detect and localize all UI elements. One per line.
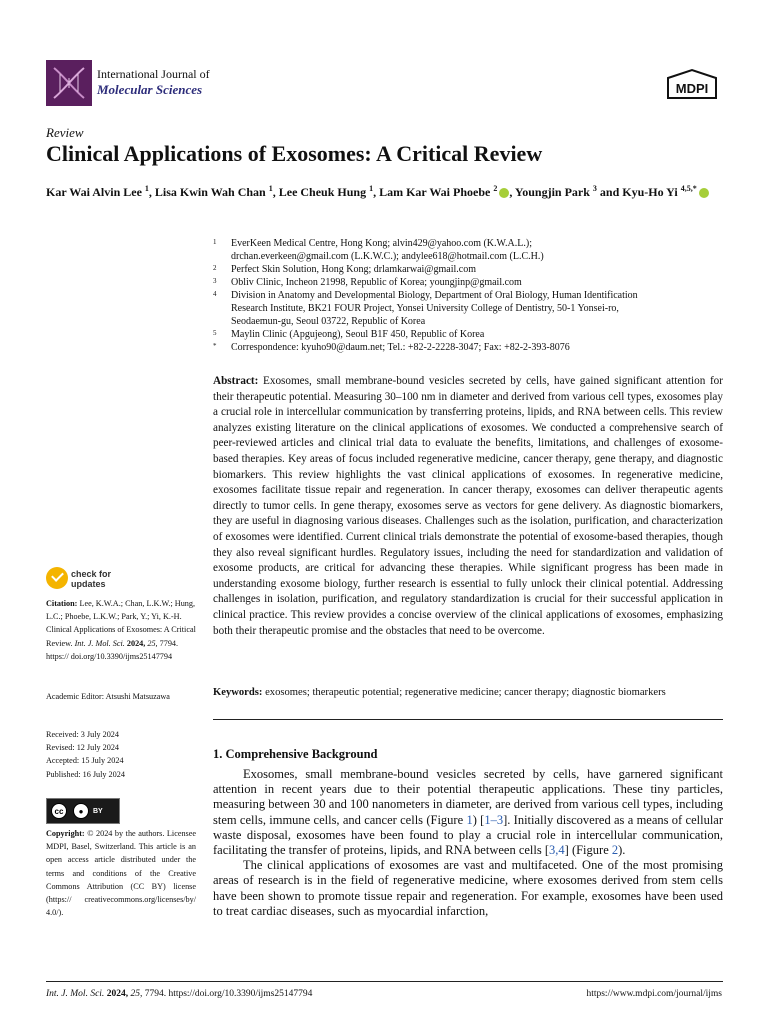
affiliations [213,237,723,354]
author-affiliation-mark: 2 [493,184,498,193]
author-affiliation-mark: 4,5,* [680,184,697,193]
affiliation-item [213,328,723,341]
copyright-label: Copyright: [46,829,85,838]
footer-divider [46,981,723,982]
author-joiner: and [596,185,623,199]
publisher-logo-icon [664,68,720,104]
article-title: Clinical Applications of Exosomes: A Critical Review [46,141,543,166]
author-list: Kar Wai Alvin Lee $^1$, Lisa Kwin Wah Chan $^1$, Lee Cheuk Hung $^1$, Lam Kar Wai Phoebe $^2$ , Youngjin Park $^3$ and Kyu-Ho Yi $^{4,5,*}$ [46,180,726,201]
copyright-block [46,827,196,919]
author-name[interactable]: Kar Wai Alvin Lee $^1$ [46,184,149,199]
cc-icon: cc [51,803,67,819]
citation-year: 2024, [126,638,146,648]
affiliation-text: Obliv Clinic, Incheon 21998, Republic of Korea; youngjinp@gmail.com [231,277,522,288]
affiliation-item [213,289,723,328]
footer-doi-link[interactable]: 7794. https://doi.org/10.3390/ijms25147794 [144,989,313,999]
author-name[interactable]: Lisa Kwin Wah Chan $^1$ [154,184,273,199]
affiliation-text: Maylin Clinic (Apgujeong), Seoul B1F 450, Republic of Korea [231,329,485,340]
footer-citation: Int. J. Mol. Sci. 2024, 25, 7794. https://doi.org/10.3390/ijms25147794 [46,989,313,999]
affiliation-number: * [213,342,217,350]
cc-by-license-icon[interactable] [46,798,120,824]
author-affiliation-mark: 1 [268,184,273,193]
affiliation-number: 1 [213,238,217,246]
citation-text: Lee, K.W.A.; Chan, L.K.W.; Hung, L.C.; Phoebe, L.K.W.; Park, Y.; Yi, K.-H. Clinical Applications of Exosomes: A Critical Review. [46,599,196,648]
affiliation-number: 4 [213,290,217,298]
academic-editor: Academic Editor: Atsushi Matsuzawa [46,692,170,701]
section-heading: 1. Comprehensive Background [213,747,378,761]
affiliation-number: 2 [213,264,217,272]
publisher-name: MDPI [675,81,709,96]
affiliation-text: Perfect Skin Solution, Hong Kong; drlamkarwai@gmail.com [231,264,477,275]
journal-url-link[interactable]: https://www.mdpi.com/journal/ijms [586,989,722,999]
paragraph-1: Exosomes, small membrane-bound vesicles secreted by cells, have garnered significant attention in recent years due to their potential therapeutic applications. These tiny particles, measuring between 30 and 100 nanometers in diameter, are derived from various cell types, including stem cells, immune cells, and cancer cells (Figure 1) [1–3]. Initially discovered as a means of cellular waste disposal, exosomes have been found to play a crucial role in intercellular communication, facilitating the transfer of proteins, lipids, and RNA between cells [3,4] (Figure 2). [213,767,724,858]
journal-name-line1: International Journal of [97,67,210,81]
updates-line2: updates [71,579,106,589]
keywords-label: Keywords: [213,687,263,698]
keywords [213,686,723,700]
author-name[interactable]: Youngjin Park $^3$ [514,184,597,199]
author-name[interactable]: Lam Kar Wai Phoebe $^2$ [379,184,498,199]
journal-name-line2: Molecular Sciences [97,82,203,97]
divider [213,719,723,720]
date-item: Revised: 12 July 2024 [46,743,120,753]
cc-by-label: BY [93,807,103,815]
figure-link[interactable]: 1 [466,812,473,827]
body-text [213,767,723,919]
checkmark-icon [46,567,68,589]
author-name[interactable]: Lee Cheuk Hung $^1$ [278,184,374,199]
updates-line1: check for [71,569,112,579]
affiliation-item [213,341,723,354]
check-for-updates-button[interactable] [46,567,176,593]
citation-label: Citation: [46,599,78,608]
person-icon: ● [73,803,89,819]
affiliation-number: 5 [213,329,217,337]
paragraph-2: The clinical applications of exosomes are vast and multifaceted. One of the most promising areas of research is in the field of regenerative medicine, where exosomes derived from stem cells have been shown to promote tissue repair and regeneration. For example, exosomes have been used to treat cardiac diseases, such as myocardial infarction, [213,858,723,918]
date-item: Received: 3 July 2024 [46,730,119,739]
affiliation-item [213,276,723,289]
figure-link[interactable]: 2 [611,843,619,858]
article-type: Review [46,125,84,140]
orcid-icon[interactable] [499,188,509,198]
abstract-label: Abstract: [213,375,259,387]
copyright-text: © 2024 by the authors. Licensee MDPI, Basel, Switzerland. This article is an open access article distributed under the terms and conditions of the Creative Commons Attribution (CC BY) license (https:// creativecommons.org/licenses/by/ 4.0/). [46,829,197,918]
citation-volume: 25, [147,638,158,648]
author-affiliation-mark: 1 [144,184,149,193]
article-dates [46,728,196,781]
abstract-text: Exosomes, small membrane-bound vesicles secreted by cells, have gained significant attention for their therapeutic potential. Measuring 30–100 nm in diameter and derived from various cell types, exosomes play a crucial role in intercellular communication by transferring proteins, lipids, and RNA between cells. This review analyzes existing literature on the clinical applications of exosomes. We conducted a comprehensive search of peer-reviewed articles and clinical trial data to evaluate the benefits, limitations, and challenges of exosome-based therapies. Key areas of focus included regenerative medicine, cancer therapy, gene therapy, and diagnostic biomarkers. This review highlights the vast clinical applications of exosomes. In regenerative medicine, exosomes facilitate tissue repair and regeneration. In cancer therapy, exosomes can deliver therapeutic agents directly to tumor cells. In gene therapy, exosomes serve as vectors for gene delivery. As diagnostic biomarkers, they are useful in diagnosing various diseases. Challenges such as the isolation, purification, and characterization of exosomes were identified. Current clinical trials demonstrate the potential of exosome-based therapies, though they also reveal significant hurdles. Regulatory issues, including the need for standardization and validation of exosome products, are critical for advancing these therapies. While significant progress has been made in understanding exosome biology, further research is essential to fully unlock their clinical potential. Addressing challenges in isolation, purification, and regulatory standardization is crucial for their successful application in clinical practice. This review provides a concise overview of the clinical applications of exosomes, emphasizing both their therapeutic promise and the obstacles that need to be overcome. [213,375,723,637]
journal-logo-icon [46,60,92,106]
citation-doi-link[interactable]: 7794. https:// doi.org/10.3390/ijms25147794 [46,638,179,661]
reference-link[interactable]: 3,4 [549,843,565,858]
affiliation-item [213,237,723,263]
author-name[interactable]: Kyu-Ho Yi $^{4,5,*}$ [622,184,697,199]
citation-journal: Int. J. Mol. Sci. [74,638,125,648]
date-item: Accepted: 15 July 2024 [46,756,124,766]
reference-link[interactable]: 1–3 [484,812,504,827]
affiliation-text: Division in Anatomy and Developmental Biology, Department of Oral Biology, Human Identification Research Institute, BK21 FOUR Project, Yonsei University College of Dentistry, 50-1 Yonsei-ro, Seodaemun-gu, Seoul 03722, Republic of Korea [231,290,638,327]
affiliation-text: EverKeen Medical Centre, Hong Kong; alvin429@yahoo.com (K.W.A.L.); drchan.everkeen@gmail.com (L.K.W.C.); andylee618@hotmail.com (L.C.H.) [231,238,544,262]
author-affiliation-mark: 3 [592,184,597,193]
keywords-text: exosomes; therapeutic potential; regenerative medicine; cancer therapy; diagnostic biomarkers [265,687,666,698]
abstract [213,374,723,639]
affiliation-text: Correspondence: kyuho90@daum.net; Tel.: +82-2-2228-3047; Fax: +82-2-393-8076 [231,342,570,353]
affiliation-number: 3 [213,277,217,285]
author-affiliation-mark: 1 [369,184,374,193]
citation-block [46,597,196,663]
date-item: Published: 16 July 2024 [46,769,125,779]
orcid-icon[interactable] [699,188,709,198]
affiliation-item [213,263,723,276]
